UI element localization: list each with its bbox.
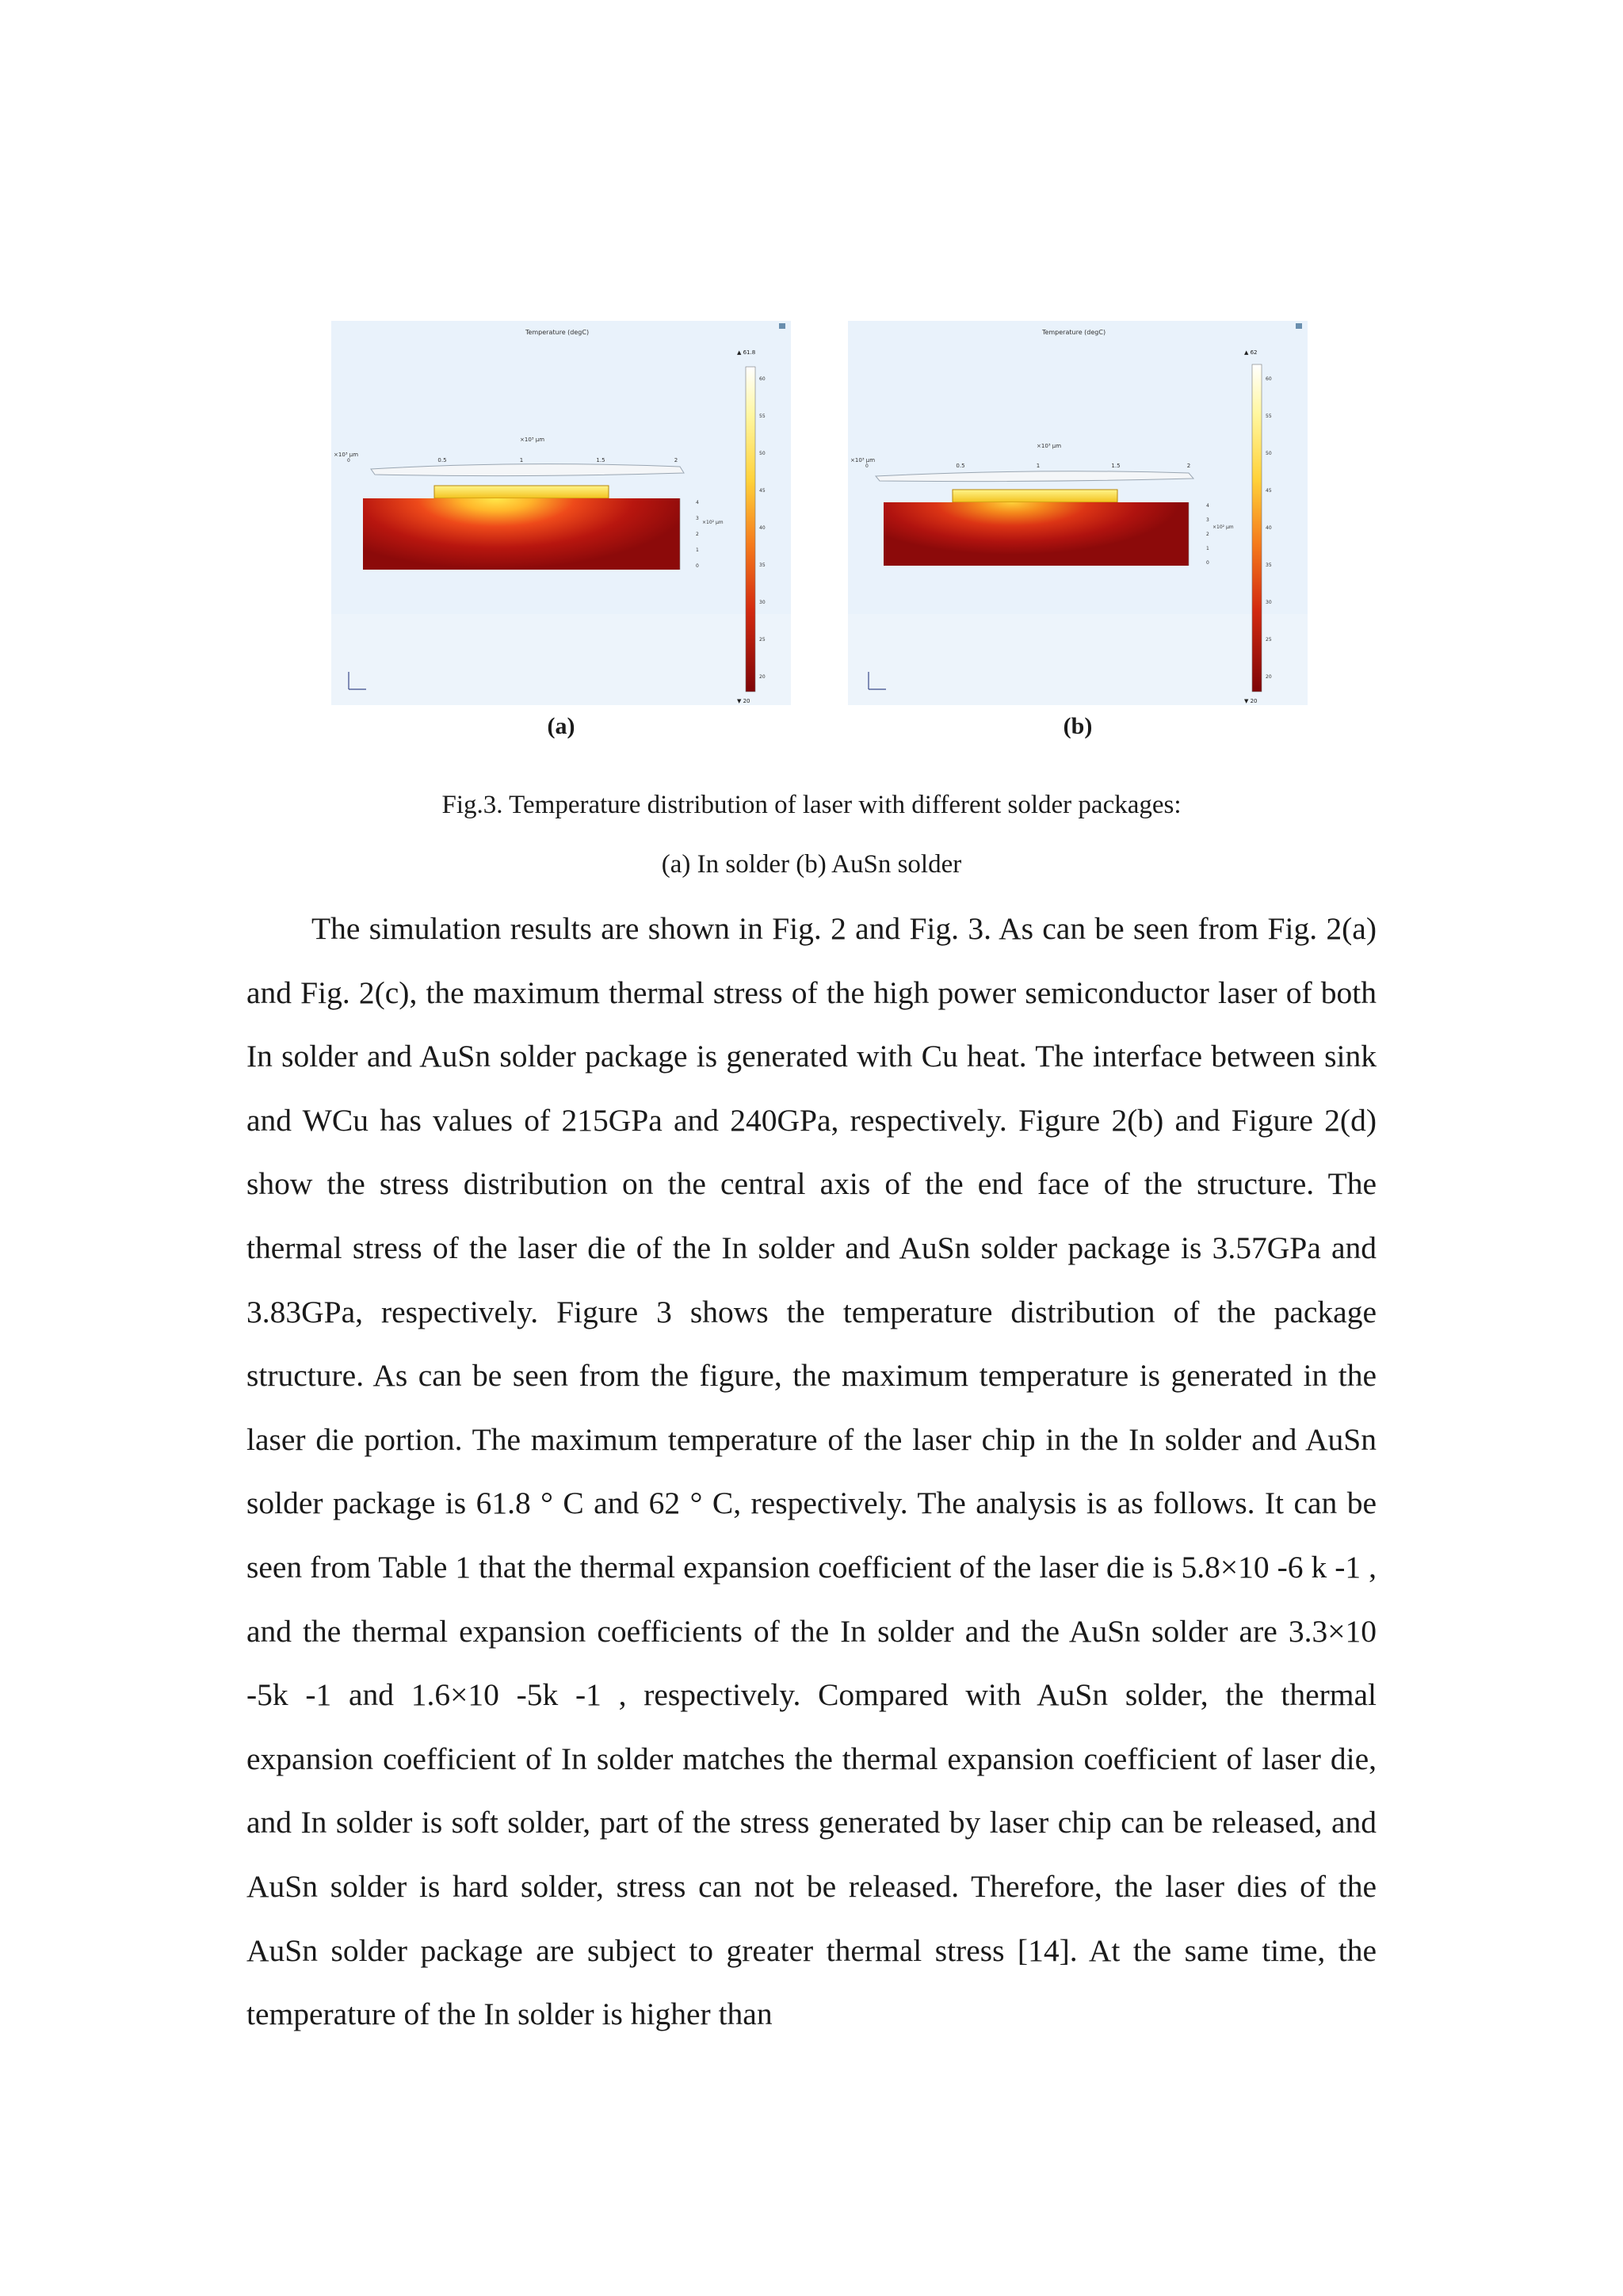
figure-caption-subtitle: (a) In solder (b) AuSn solder bbox=[661, 850, 962, 879]
colorbar-tick: 45 bbox=[759, 488, 766, 494]
colorbar-tick: 20 bbox=[1266, 674, 1272, 680]
y-axis-unit: ×10³ μm bbox=[850, 457, 876, 463]
colorbar-tick: 60 bbox=[1266, 376, 1272, 382]
panel-label-b: (b) bbox=[1063, 713, 1093, 739]
right-tick: 0 bbox=[696, 563, 699, 569]
panel-label-a: (a) bbox=[547, 713, 575, 739]
body-paragraph: The simulation results are shown in Fig. 2 and Fig. 3. As can be seen from Fig. 2(a) and Fig. 2(c), the maximum thermal stress of the high power semiconductor laser of both In solder and AuSn solder package is generated with Cu heat. The interface between sink and WCu has values of 215GPa and 240GPa, respectively. Figure 2(b) and Figure 2(d) show the stress distribution on the central axis of the end face of the structure. The thermal stress of the laser die of the In solder and AuSn solder package is 3.57GPa and 3.83GPa, respectively. Figure 3 shows the temperature distribution of the package structure. As can be seen from the figure, the maximum temperature is generated in the laser die portion. The maximum temperature of the laser chip in the In solder and AuSn solder package is 61.8 ° C and 62 ° C, respectively. The analysis is as follows. It can be seen from Table 1 that the thermal expansion coefficient of the laser die is 5.8×10 -6 k -1 , and the thermal expansion coefficients of the In solder and the AuSn solder are 3.3×10 -5k -1 and 1.6×10 -5k -1 , respectively. Compared with AuSn solder, the thermal expansion coefficient of In solder matches the thermal expansion coefficient of laser die, and In solder is soft solder, part of the stress generated by laser chip can be released, and AuSn solder is hard solder, stress can not be released. Therefore, the laser dies of the AuSn solder package are subject to greater thermal stress [14]. At the same time, the temperature of the In solder is higher than bbox=[246, 911, 1377, 2032]
colorbar-tick: 35 bbox=[1266, 563, 1272, 568]
figure-panel-b bbox=[848, 321, 1308, 749]
colorbar-tick: 30 bbox=[1266, 600, 1272, 605]
plot-title: Temperature (degC) bbox=[525, 329, 590, 336]
colorbar-tick: 45 bbox=[1266, 488, 1272, 494]
colorbar-tick: 25 bbox=[759, 637, 766, 643]
heat-sink-region bbox=[884, 502, 1189, 566]
temperature-plot-b bbox=[848, 321, 1308, 705]
colorbar-tick: 50 bbox=[759, 451, 766, 456]
right-tick: 4 bbox=[696, 500, 699, 505]
laser-die bbox=[953, 490, 1117, 502]
laser-die bbox=[434, 486, 609, 498]
toolbar-icon bbox=[779, 323, 785, 329]
colorbar bbox=[1252, 364, 1262, 692]
colorbar-tick: 40 bbox=[759, 525, 766, 531]
colorbar-min: ▼ 20 bbox=[1244, 698, 1258, 704]
heat-sink-region bbox=[363, 498, 680, 570]
x-tick: 1 bbox=[1036, 463, 1041, 469]
colorbar-tick: 55 bbox=[759, 414, 766, 419]
right-tick: 3 bbox=[1206, 517, 1209, 523]
right-tick: 1 bbox=[1206, 546, 1209, 551]
x-axis-unit: ×10³ μm bbox=[1037, 443, 1062, 449]
toolbar-icon bbox=[1296, 323, 1302, 329]
colorbar-tick: 30 bbox=[759, 600, 766, 605]
x-tick: 1 bbox=[519, 457, 524, 463]
x-tick: 1.5 bbox=[1111, 463, 1121, 469]
x-tick: 1.5 bbox=[596, 457, 605, 463]
figure-caption: Fig.3. Temperature distribution of laser with different solder packages: bbox=[441, 791, 1182, 819]
colorbar-min: ▼ 20 bbox=[737, 698, 750, 704]
left-tick: 0 bbox=[865, 463, 869, 469]
right-axis-unit: ×10² μm bbox=[702, 520, 724, 525]
x-tick: 0.5 bbox=[956, 463, 965, 469]
figure-3 bbox=[331, 321, 1308, 749]
x-axis-unit: ×10³ μm bbox=[520, 437, 545, 443]
colorbar-tick: 35 bbox=[759, 563, 766, 568]
x-tick: 2 bbox=[1186, 463, 1191, 469]
colorbar-tick: 40 bbox=[1266, 525, 1272, 531]
x-tick: 2 bbox=[674, 457, 678, 463]
right-axis-unit: ×10² μm bbox=[1212, 524, 1234, 530]
colorbar-tick: 20 bbox=[759, 674, 766, 680]
right-tick: 2 bbox=[696, 532, 699, 537]
plot-title: Temperature (degC) bbox=[1041, 329, 1106, 336]
right-tick: 4 bbox=[1206, 503, 1209, 509]
right-tick: 1 bbox=[696, 547, 699, 553]
colorbar-tick: 55 bbox=[1266, 414, 1272, 419]
colorbar-max: ▲ 62 bbox=[1244, 349, 1258, 356]
colorbar-tick: 50 bbox=[1266, 451, 1272, 456]
colorbar-tick: 60 bbox=[759, 376, 766, 382]
figure-panel-a bbox=[331, 321, 791, 749]
right-tick: 2 bbox=[1206, 532, 1209, 537]
colorbar-max: ▲ 61.8 bbox=[737, 349, 756, 356]
colorbar-tick: 25 bbox=[1266, 637, 1272, 643]
x-tick: 0.5 bbox=[437, 457, 447, 463]
temperature-plot-a bbox=[331, 321, 791, 705]
left-tick: 0 bbox=[347, 458, 350, 463]
right-tick: 3 bbox=[696, 516, 699, 521]
colorbar bbox=[746, 367, 755, 692]
y-axis-unit: ×10³ μm bbox=[334, 452, 359, 458]
right-tick: 0 bbox=[1206, 560, 1209, 566]
